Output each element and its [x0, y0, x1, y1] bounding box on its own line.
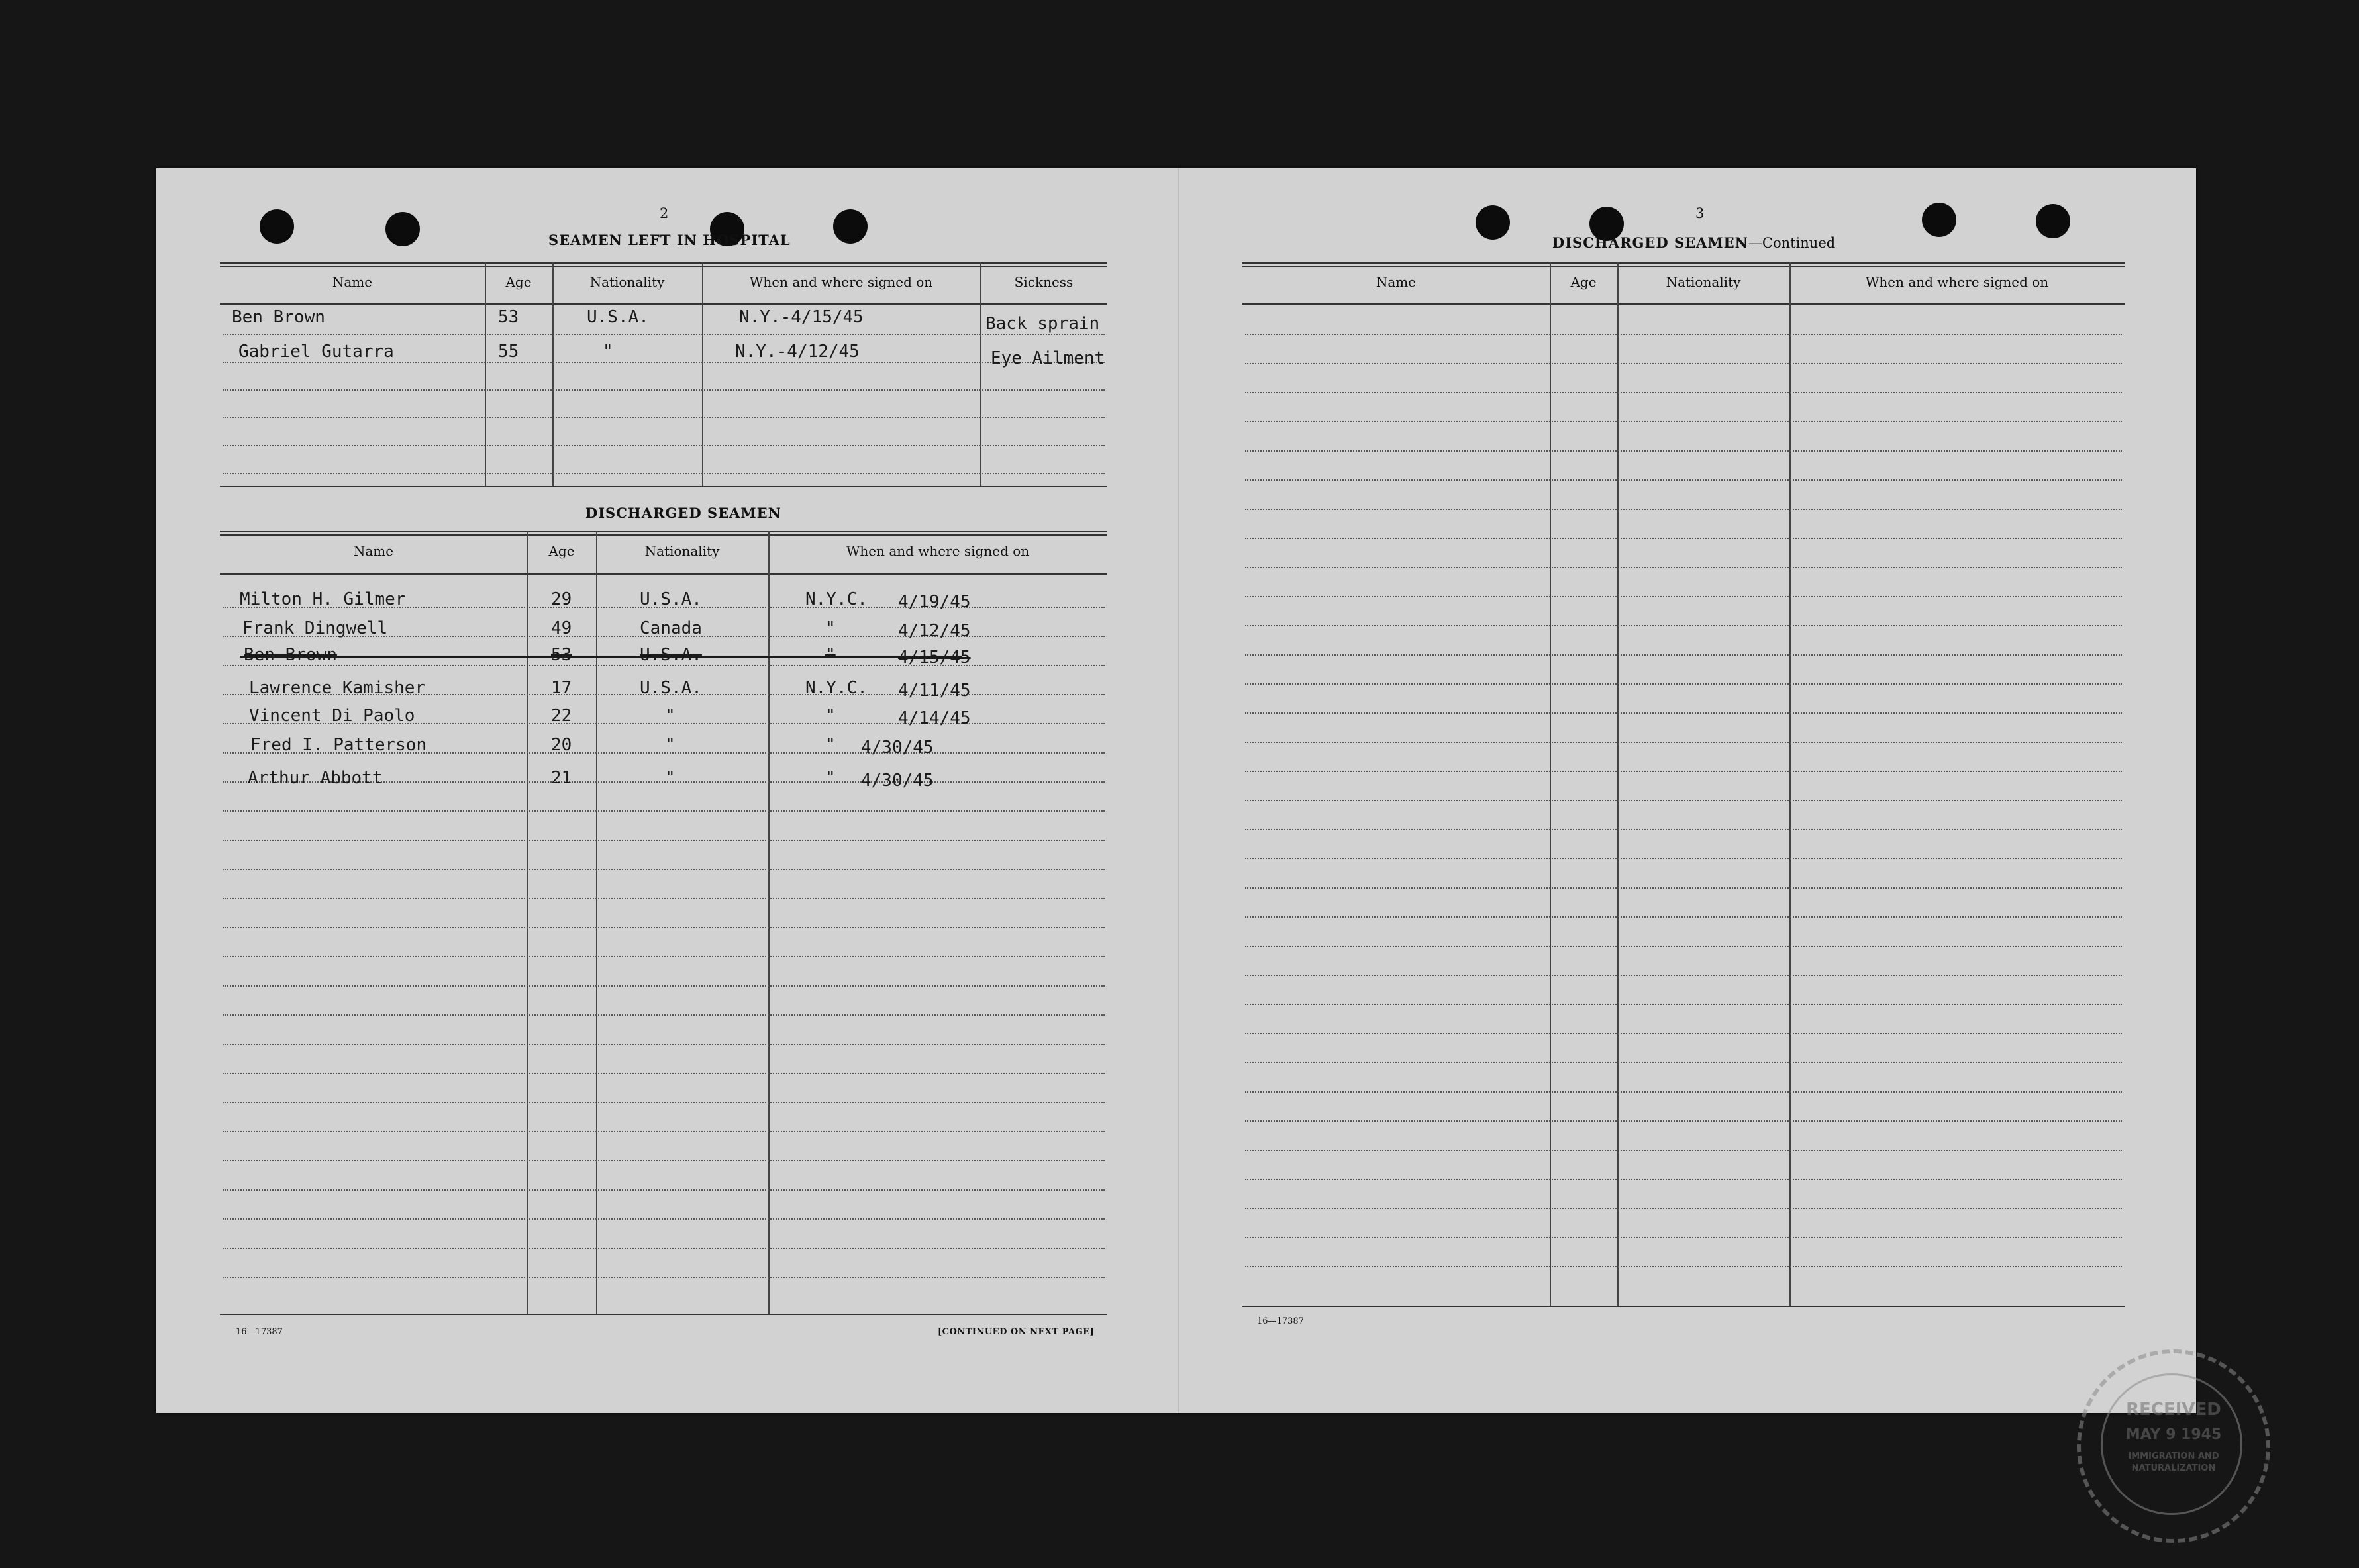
discharged-section-title: DISCHARGED SEAMEN: [585, 505, 781, 521]
ruled-line: [1245, 946, 2122, 947]
stamp-line: NATURALIZATION: [2131, 1463, 2216, 1473]
discharged-place-cell: ": [825, 645, 836, 665]
column-header: Name: [1376, 274, 1417, 290]
discharged-name-cell: Lawrence Kamisher: [249, 678, 426, 698]
stamp-inner-ring: [2101, 1373, 2242, 1515]
ruled-line: [223, 1102, 1105, 1103]
page-number: 3: [1695, 205, 1705, 221]
ruled-line: [223, 1248, 1105, 1249]
hospital-section-title: SEAMEN LEFT IN HOSPITAL: [548, 232, 791, 248]
discharged-name-cell: Arthur Abbott: [248, 768, 383, 788]
ruled-line: [1245, 1062, 2122, 1063]
hospital-sickness-cell: Eye Ailment: [991, 348, 1105, 368]
ruled-line: [1245, 1091, 2122, 1093]
ruled-line: [1245, 1237, 2122, 1238]
punch-hole: [385, 212, 420, 246]
ruled-line: [1245, 1004, 2122, 1005]
hospital-nationality-cell: ": [603, 342, 613, 362]
ruled-line: [1245, 1179, 2122, 1180]
table-column-rule: [768, 531, 770, 1314]
discharged-age-cell: 21: [551, 768, 572, 788]
table-column-rule: [485, 262, 486, 486]
discharged-name-cell: Vincent Di Paolo: [249, 706, 415, 726]
column-header: Nationality: [589, 274, 665, 290]
column-header: Nationality: [644, 543, 720, 559]
ruled-line: [223, 1073, 1105, 1074]
ruled-line: [223, 840, 1105, 841]
ruled-line: [1245, 1033, 2122, 1034]
ruled-line: [223, 869, 1105, 870]
ruled-line: [1245, 479, 2122, 481]
punch-hole: [2036, 204, 2070, 238]
hospital-nationality-cell: U.S.A.: [587, 307, 649, 327]
ruled-line: [1245, 683, 2122, 685]
ruled-line: [1245, 1266, 2122, 1267]
table-column-rule: [527, 531, 528, 1314]
strikethrough-line: [240, 656, 962, 658]
ruled-line: [1245, 712, 2122, 714]
discharged-name-cell: Ben Brown: [244, 645, 337, 665]
table-top-rule: [220, 531, 1107, 536]
column-header: When and where signed on: [1865, 274, 2049, 290]
discharged-nationality-cell: U.S.A.: [640, 589, 702, 609]
hospital-age-cell: 55: [498, 342, 519, 362]
ruled-line: [1245, 421, 2122, 422]
hospital-sickness-cell: Back sprain: [985, 314, 1100, 334]
ruled-line: [1245, 654, 2122, 656]
column-header: Name: [353, 543, 394, 559]
column-header: Age: [548, 543, 575, 559]
hospital-name-cell: Gabriel Gutarra: [238, 342, 394, 362]
ruled-line: [223, 665, 1105, 666]
discharged-place-cell: ": [825, 618, 836, 638]
punch-hole: [833, 209, 868, 244]
ruled-line: [223, 985, 1105, 987]
column-header: Name: [332, 274, 373, 290]
form-number: 16—17387: [236, 1327, 283, 1337]
discharged-name-cell: Fred I. Patterson: [250, 735, 427, 755]
ruled-line: [1245, 1208, 2122, 1209]
ruled-line: [223, 445, 1105, 446]
discharged-age-cell: 22: [551, 706, 572, 726]
discharged-nationality-cell: Canada: [640, 618, 702, 638]
ruled-line: [1245, 858, 2122, 859]
punch-hole: [260, 209, 294, 244]
ruled-line: [223, 1044, 1105, 1045]
ruled-line: [1245, 829, 2122, 830]
discharged-age-cell: 17: [551, 678, 572, 698]
discharged-place-cell: N.Y.C.: [805, 589, 868, 609]
discharged-date-cell: 4/30/45: [861, 738, 934, 758]
ruled-line: [223, 473, 1105, 474]
discharged-nationality-cell: ": [665, 706, 676, 726]
column-header: Age: [505, 274, 532, 290]
discharged-place-cell: ": [825, 706, 836, 726]
discharged-date-cell: 4/19/45: [898, 592, 971, 612]
ruled-line: [223, 1277, 1105, 1278]
stamp-line: IMMIGRATION AND: [2128, 1451, 2219, 1461]
ruled-line: [1245, 567, 2122, 568]
ruled-line: [223, 362, 1105, 363]
hospital-signed-cell: N.Y.-4/15/45: [739, 307, 864, 327]
continued-title-suffix: —Continued: [1748, 235, 1836, 251]
column-header: Age: [1570, 274, 1597, 290]
discharged-age-cell: 53: [551, 645, 572, 665]
discharged-date-cell: 4/14/45: [898, 709, 971, 728]
hospital-signed-cell: N.Y.-4/12/45: [735, 342, 860, 362]
ruled-line: [1245, 916, 2122, 918]
table-bottom-rule: [220, 486, 1107, 487]
ruled-line: [223, 417, 1105, 418]
discharged-date-cell: 4/11/45: [898, 681, 971, 701]
discharged-name-cell: Milton H. Gilmer: [240, 589, 406, 609]
ruled-line: [223, 1160, 1105, 1161]
discharged-place-cell: ": [825, 735, 836, 755]
ruled-line: [223, 810, 1105, 812]
table-header-rule: [1242, 303, 2125, 305]
table-header-rule: [220, 573, 1107, 575]
discharged-nationality-cell: ": [665, 768, 676, 788]
ruled-line: [1245, 887, 2122, 889]
ruled-line: [1245, 450, 2122, 452]
table-bottom-rule: [220, 1314, 1107, 1315]
discharged-date-cell: 4/15/45: [898, 648, 971, 667]
page-fold: [1178, 168, 1179, 1413]
discharged-name-cell: Frank Dingwell: [242, 618, 388, 638]
continued-note: [CONTINUED ON NEXT PAGE]: [938, 1327, 1095, 1337]
table-top-rule: [220, 262, 1107, 267]
ruled-line: [1245, 1120, 2122, 1122]
ruled-line: [1245, 742, 2122, 743]
ruled-line: [223, 389, 1105, 391]
discharged-place-cell: ": [825, 768, 836, 788]
table-column-rule: [980, 262, 981, 486]
ruled-line: [223, 927, 1105, 928]
ruled-line: [1245, 538, 2122, 539]
stamp-line: MAY 9 1945: [2125, 1426, 2222, 1443]
received-stamp: [2077, 1349, 2270, 1543]
discharged-nationality-cell: ": [665, 735, 676, 755]
discharged-age-cell: 20: [551, 735, 572, 755]
ruled-line: [1245, 392, 2122, 393]
ruled-line: [1245, 625, 2122, 626]
discharged-date-cell: 4/12/45: [898, 621, 971, 641]
continued-title-main: DISCHARGED SEAMEN: [1552, 234, 1748, 251]
hospital-name-cell: Ben Brown: [232, 307, 325, 327]
table-header-rule: [220, 303, 1107, 305]
ruled-line: [1245, 975, 2122, 976]
page-number: 2: [660, 205, 669, 221]
ruled-line: [223, 1014, 1105, 1016]
form-number: 16—17387: [1257, 1316, 1304, 1326]
table-top-rule: [1242, 262, 2125, 267]
table-column-rule: [552, 262, 554, 486]
column-header: When and where signed on: [846, 543, 1030, 559]
hospital-age-cell: 53: [498, 307, 519, 327]
discharged-age-cell: 29: [551, 589, 572, 609]
ruled-line: [1245, 1150, 2122, 1151]
ruled-line: [1245, 771, 2122, 772]
punch-hole: [1922, 203, 1956, 237]
discharged-date-cell: 4/30/45: [861, 771, 934, 791]
ruled-line: [1245, 334, 2122, 335]
ruled-line: [1245, 596, 2122, 597]
ruled-line: [1245, 363, 2122, 364]
ruled-line: [223, 1131, 1105, 1132]
table-column-rule: [702, 262, 703, 486]
ruled-line: [1245, 800, 2122, 801]
ruled-line: [223, 956, 1105, 957]
ruled-line: [223, 334, 1105, 335]
stamp-line: RECEIVED: [2126, 1400, 2221, 1420]
ruled-line: [223, 1189, 1105, 1191]
column-header: Sickness: [1014, 274, 1074, 290]
discharged-nationality-cell: U.S.A.: [640, 678, 702, 698]
ruled-line: [1245, 509, 2122, 510]
ruled-line: [223, 898, 1105, 899]
discharged-place-cell: N.Y.C.: [805, 678, 868, 698]
ruled-line: [223, 1218, 1105, 1220]
continued-section-title: [1552, 234, 1835, 251]
punch-hole: [1476, 205, 1510, 240]
table-column-rule: [596, 531, 597, 1314]
column-header: Nationality: [1666, 274, 1741, 290]
column-header: When and where signed on: [749, 274, 933, 290]
table-bottom-rule: [1242, 1306, 2125, 1307]
discharged-age-cell: 49: [551, 618, 572, 638]
discharged-nationality-cell: U.S.A.: [640, 645, 702, 665]
document-sheet: [156, 168, 2222, 1473]
